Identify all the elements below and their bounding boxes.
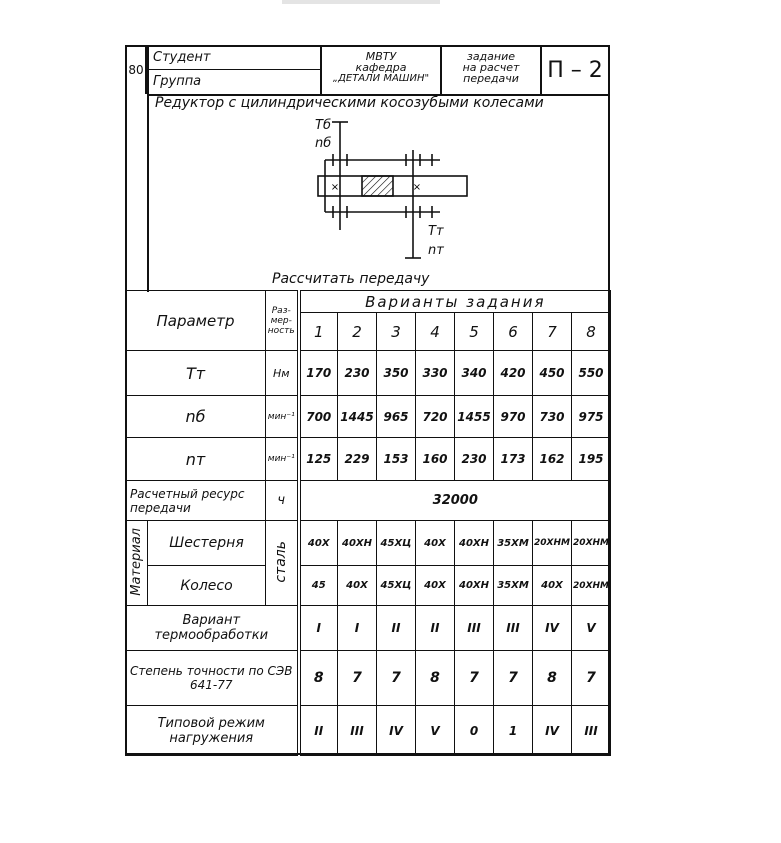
cell: IV — [377, 706, 416, 756]
resource-value: 32000 — [299, 481, 611, 521]
cell: 40Х — [416, 521, 455, 566]
unit-label: мин⁻¹ — [266, 438, 299, 481]
cell: 125 — [299, 438, 338, 481]
param-label: Вариант термообработки — [126, 606, 299, 651]
student-label: Студент — [147, 47, 320, 70]
cell: 45 — [299, 566, 338, 606]
input-speed-label: nб — [315, 136, 332, 151]
svg-text:×: × — [330, 182, 340, 193]
cell: 450 — [533, 351, 572, 396]
department-name: „ДЕТАЛИ МАШИН" — [332, 73, 430, 84]
cell: III — [455, 606, 494, 651]
cell: 7 — [494, 651, 533, 706]
cell: 7 — [338, 651, 377, 706]
cell: II — [416, 606, 455, 651]
institution-name: МВТУ — [365, 50, 397, 63]
cell: 45ХЦ — [377, 521, 416, 566]
cell: 40Х — [299, 521, 338, 566]
cell: V — [572, 606, 611, 651]
cell: 35ХМ — [494, 521, 533, 566]
cell: 7 — [572, 651, 611, 706]
input-torque-label: Tб — [315, 118, 331, 133]
task-line: задание — [466, 50, 516, 63]
param-header: Параметр — [126, 291, 266, 351]
cell: 0 — [455, 706, 494, 756]
department-label: кафедра — [355, 61, 407, 74]
subtitle: Рассчитать передачу — [272, 271, 430, 287]
cell: 7 — [377, 651, 416, 706]
cell: 420 — [494, 351, 533, 396]
heat-treatment-row — [126, 606, 611, 651]
cell: I — [338, 606, 377, 651]
group-label: Группа — [153, 74, 202, 89]
cell: I — [299, 606, 338, 651]
wheel-row — [126, 566, 611, 606]
cell: 550 — [572, 351, 611, 396]
cell: 230 — [455, 438, 494, 481]
material-text: Материал — [129, 527, 144, 596]
unit-label — [266, 521, 299, 606]
cell: 1455 — [455, 396, 494, 438]
material-label — [126, 521, 148, 606]
pinion-row — [126, 521, 611, 566]
cell: IV — [533, 606, 572, 651]
cell: 975 — [572, 396, 611, 438]
cell: 730 — [533, 396, 572, 438]
cell: 35ХМ — [494, 566, 533, 606]
output-speed-label: nт — [428, 243, 444, 258]
task-line: на расчет — [462, 61, 520, 74]
param-label: Типовой режим нагружения — [126, 706, 299, 756]
cell: II — [299, 706, 338, 756]
variant-number: 5 — [455, 313, 494, 351]
cell: 7 — [455, 651, 494, 706]
svg-text:×: × — [412, 182, 422, 193]
variant-number: 7 — [533, 313, 572, 351]
task-line: передачи — [463, 72, 519, 85]
cell: 1 — [494, 706, 533, 756]
cell: 330 — [416, 351, 455, 396]
cell: 170 — [299, 351, 338, 396]
variant-number: 1 — [299, 313, 338, 351]
unit-label: Нм — [266, 351, 299, 396]
param-label: Колесо — [148, 566, 266, 606]
param-label: nт — [126, 438, 266, 481]
param-label: Шестерня — [148, 521, 266, 566]
cell: V — [416, 706, 455, 756]
cell: 160 — [416, 438, 455, 481]
cell: 40ХН — [455, 566, 494, 606]
cell: 229 — [338, 438, 377, 481]
load-mode-row — [126, 706, 611, 756]
cell: 20ХНМ — [572, 566, 611, 606]
cell: 8 — [299, 651, 338, 706]
cell: 40Х — [533, 566, 572, 606]
unit-header: Раз-мер-ность — [266, 291, 299, 351]
variants-header: Варианты задания — [299, 291, 611, 313]
cell: 173 — [494, 438, 533, 481]
unit-label: ч — [266, 481, 299, 521]
cell: 20ХНМ — [572, 521, 611, 566]
variant-number: 3 — [377, 313, 416, 351]
cell: 230 — [338, 351, 377, 396]
variant-number: 8 — [572, 313, 611, 351]
cell: 153 — [377, 438, 416, 481]
cell: 350 — [377, 351, 416, 396]
cell: II — [377, 606, 416, 651]
cell: 162 — [533, 438, 572, 481]
output-torque-label: Tт — [428, 224, 444, 239]
cell: 8 — [533, 651, 572, 706]
cell: 20ХНМ — [533, 521, 572, 566]
param-label: Расчетный ресурс передачи — [126, 481, 266, 521]
cell: 700 — [299, 396, 338, 438]
variants-table — [125, 290, 611, 756]
cell: 40Х — [338, 566, 377, 606]
cell: 965 — [377, 396, 416, 438]
cell: 340 — [455, 351, 494, 396]
table-row — [126, 396, 611, 438]
resource-row — [126, 481, 611, 521]
cell: 40ХН — [455, 521, 494, 566]
cell: 40ХН — [338, 521, 377, 566]
variant-number: 4 — [416, 313, 455, 351]
cell: 1445 — [338, 396, 377, 438]
param-label: Степень точности по СЭВ 641-77 — [126, 651, 299, 706]
cell: 195 — [572, 438, 611, 481]
cell: III — [338, 706, 377, 756]
cell: 970 — [494, 396, 533, 438]
param-label: nб — [126, 396, 266, 438]
task-code: П – 2 — [547, 58, 603, 83]
cell: 8 — [416, 651, 455, 706]
accuracy-row — [126, 651, 611, 706]
cell: III — [494, 606, 533, 651]
cell: 45ХЦ — [377, 566, 416, 606]
table-row — [126, 438, 611, 481]
param-label: Tт — [126, 351, 266, 396]
cell: 720 — [416, 396, 455, 438]
variant-number: 2 — [338, 313, 377, 351]
cell: 40Х — [416, 566, 455, 606]
gearbox-title: Редуктор с цилиндрическими косозубыми колесами — [155, 95, 544, 111]
page-number: 80 — [127, 47, 147, 94]
cell: III — [572, 706, 611, 756]
cell: IV — [533, 706, 572, 756]
table-row — [126, 351, 611, 396]
unit-label: мин⁻¹ — [266, 396, 299, 438]
variant-number: 6 — [494, 313, 533, 351]
steel-text: сталь — [273, 540, 290, 583]
